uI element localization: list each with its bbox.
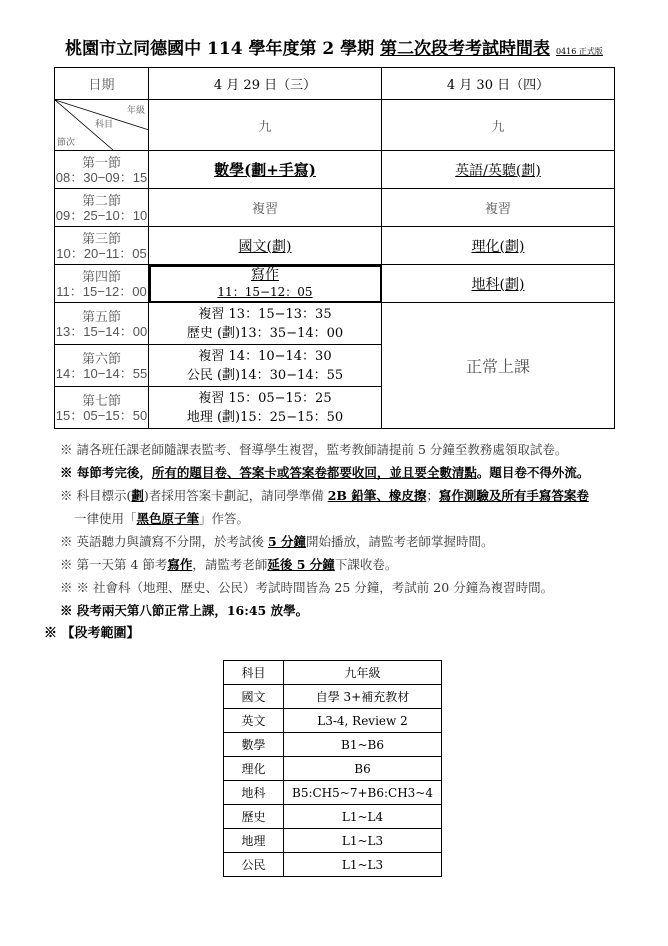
table-row: 公民 L1~L3 — [224, 853, 442, 877]
exam-range-table — [223, 660, 442, 877]
p1-day1-subject: 數學(劃+手寫) — [214, 161, 316, 179]
note-6: ※ ※ 社會科（地理、歷史、公民）考試時間皆為 25 分鐘，考試前 20 分鐘為複習時間。 — [60, 580, 554, 595]
range-col-subject: 科目 — [224, 661, 284, 685]
exam-title: 第二次段考考試時間表 — [380, 39, 551, 59]
notes-section — [60, 438, 640, 622]
table-row: 歷史 L1~L4 — [224, 805, 442, 829]
corner-period: 節次 — [57, 137, 76, 147]
table-row: 英文 L3-4, Review 2 — [224, 709, 442, 733]
version-label: 0416 正式版 — [555, 47, 603, 56]
period-1: 第一節 08：30−09：15 — [55, 151, 149, 189]
table-row: 數學 B1~B6 — [224, 733, 442, 757]
table-row: 國文 自學 3+補充教材 — [224, 685, 442, 709]
table-row: 理化 B6 — [224, 757, 442, 781]
note-3: ※ 科目標示(劃)者採用答案卡劃記，請同學準備 2B 鉛筆、橡皮擦；寫作測驗及所有手寫答案卷 — [60, 488, 589, 503]
table-row: 地理 L1~L3 — [224, 829, 442, 853]
period-2-row — [55, 189, 615, 227]
p7-day1-subject: 複習 15：05−15：25 地理 (劃)15：25−15：50 — [149, 387, 382, 429]
day1-date: 4 月 29 日（三） — [149, 68, 382, 100]
grade-row — [55, 100, 615, 151]
period-4-row — [55, 265, 615, 303]
corner-subject: 科目 — [95, 119, 114, 129]
p6-day1-subject: 複習 14：10−14：30 公民 (劃)14：30−14：55 — [149, 345, 382, 387]
exam-schedule-table — [54, 67, 615, 429]
period-3-row — [55, 227, 615, 265]
corner-header — [55, 100, 149, 151]
note-4: ※ 英語聽力與讀寫不分開，於考試後 5 分鐘開始播放，請監考老師掌握時間。 — [60, 534, 494, 549]
p3-day2-subject: 理化(劃) — [471, 238, 525, 255]
period-4: 第四節 11：15−12：00 — [55, 265, 149, 303]
day1-grade: 九 — [149, 100, 382, 151]
note-3-cont: 一律使用「黑色原子筆」作答。 — [74, 511, 250, 526]
day2-date: 4 月 30 日（四） — [382, 68, 615, 100]
range-col-grade: 九年級 — [284, 661, 442, 685]
period-5: 第五節 13：15−14：00 — [55, 303, 149, 345]
day2-afternoon: 正常上課 — [382, 303, 615, 429]
range-heading: ※ 【段考範圍】 — [44, 626, 140, 641]
note-1: ※ 請各班任課老師隨課表監考、督導學生複習，監考教師請提前 5 分鐘至教務處領取試卷。 — [60, 442, 568, 457]
table-row: 地科 B5:CH5~7+B6:CH3~4 — [224, 781, 442, 805]
p2-day1-subject: 複習 — [149, 189, 382, 227]
p4-day2-subject: 地科(劃) — [471, 276, 525, 293]
p5-day1-subject: 複習 13：15−13：35 歷史 (劃)13：35−14：00 — [149, 303, 382, 345]
p2-day2-subject: 複習 — [382, 189, 615, 227]
note-2: ※ 每節考完後，所有的題目卷、答案卡或答案卷都要收回，並且要全數清點。題目卷不得外流。 — [60, 465, 590, 480]
period-5-row — [55, 303, 615, 345]
p3-day1-subject: 國文(劃) — [238, 238, 292, 255]
page-title — [0, 34, 668, 59]
p1-day2-subject: 英語/英聽(劃) — [455, 162, 541, 179]
range-header-row — [224, 661, 442, 685]
school-term: 桃園市立同德國中 114 學年度第 2 學期 — [65, 39, 375, 59]
period-1-row — [55, 151, 615, 189]
corner-grade: 年級 — [126, 105, 145, 115]
date-header-row — [55, 68, 615, 100]
period-7: 第七節 15：05−15：50 — [55, 387, 149, 429]
period-2: 第二節 09：25−10：10 — [55, 189, 149, 227]
period-3: 第三節 10：20−11：05 — [55, 227, 149, 265]
period-6: 第六節 14：10−14：55 — [55, 345, 149, 387]
date-label: 日期 — [55, 68, 149, 100]
note-5: ※ 第一天第 4 節考寫作，請監考老師延後 5 分鐘下課收卷。 — [60, 557, 398, 572]
note-7: ※ 段考兩天第八節正常上課，16:45 放學。 — [60, 603, 309, 618]
day2-grade: 九 — [382, 100, 615, 151]
p4-day1-writing: 寫作 11：15−12：05 — [149, 265, 382, 303]
